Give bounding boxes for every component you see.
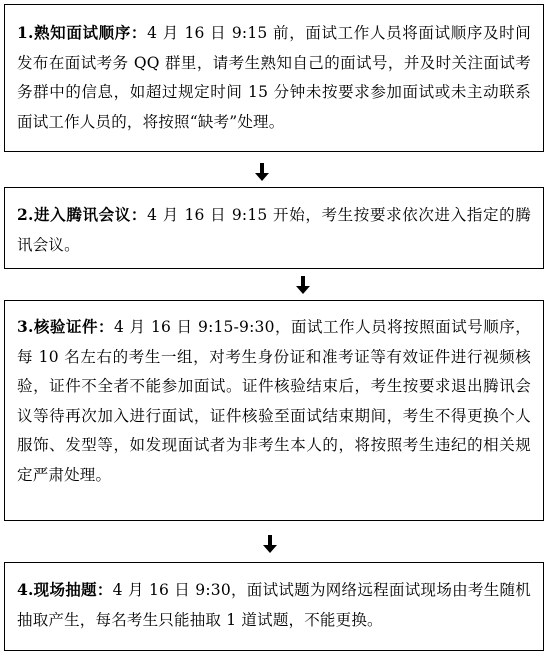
step-1-paragraph [17, 18, 531, 137]
step-3-paragraph [17, 312, 531, 490]
step-3-text: 4 月 16 日 9:15-9:30，面试工作人员将按照面试号顺序，每 10 名左右的考生一组，对考生身份证和准考证等有效证件进行视频核验，证件不全者不能参加面试。证件核验结束后，考生按要求退出腾讯会议等待再次加入进行面试，证件核验至面试结束期间，考生不得更换个人服饰、发型等，如发现面试者为非考生本人的，将按照考生违纪的相关规定严肃处理。 [17, 318, 531, 484]
step-4-title: 4.现场抽题： [17, 580, 113, 599]
step-2-text: 4 月 16 日 9:15 开始，考生按要求依次进入指定的腾讯会议。 [17, 206, 531, 254]
step-2-paragraph [17, 200, 531, 260]
down-arrow-icon [296, 276, 310, 296]
step-1-box [4, 4, 544, 152]
step-1-text: 4 月 16 日 9:15 前，面试工作人员将面试顺序及时间发布在面试考务 QQ 群里，请考生熟知自己的面试号，并及时关注面试考务群中的信息，如超过规定时间 15 分钟未按要求参加面试或未主动联系面试工作人员的，将按照“缺考”处理。 [17, 24, 531, 131]
step-3-title: 3.核验证件： [17, 317, 114, 336]
step-2-box [4, 187, 544, 269]
step-4-text: 4 月 16 日 9:30，面试试题为网络远程面试现场由考生随机抽取产生，每名考生只能抽取 1 道试题，不能更换。 [17, 581, 531, 629]
down-arrow-icon [263, 535, 277, 555]
step-3-box [4, 300, 544, 521]
step-4-box [4, 562, 544, 651]
step-2-title: 2.进入腾讯会议： [17, 205, 148, 224]
down-arrow-icon [255, 163, 269, 183]
step-1-title: 1.熟知面试顺序： [17, 23, 148, 42]
step-4-paragraph [17, 575, 531, 635]
